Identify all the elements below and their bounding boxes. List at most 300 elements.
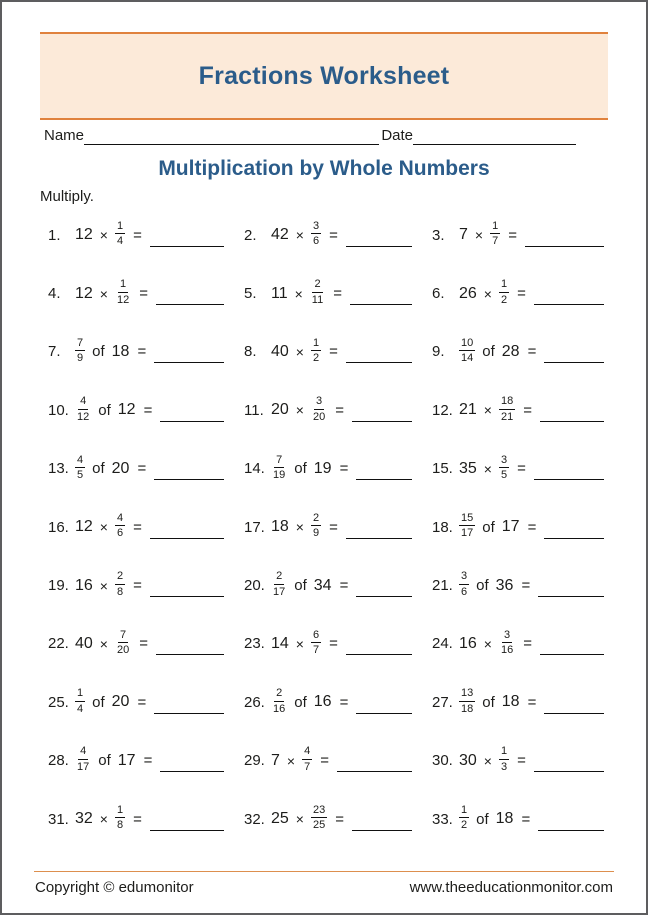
fraction — [499, 630, 515, 657]
fraction-numerator: 3 — [314, 396, 324, 410]
problem-expression — [456, 280, 526, 307]
problem-number: 22. — [48, 635, 69, 653]
fraction-denominator: 16 — [273, 702, 286, 715]
whole-number: 35 — [459, 459, 477, 477]
fraction — [115, 279, 131, 306]
fraction-denominator: 21 — [500, 410, 514, 423]
problem-item — [42, 556, 238, 614]
fraction-numerator: 7 — [274, 455, 284, 469]
fraction-numerator: 10 — [459, 338, 475, 352]
fraction-denominator: 8 — [116, 819, 124, 832]
of-operator: of — [482, 693, 495, 711]
problem-item — [42, 381, 238, 439]
problem-expression — [72, 572, 142, 599]
equals-sign: = — [137, 343, 147, 361]
answer-blank[interactable] — [150, 246, 224, 247]
of-operator: of — [98, 401, 111, 419]
answer-blank[interactable] — [154, 362, 224, 363]
of-operator: of — [482, 518, 495, 536]
equals-sign: = — [143, 401, 153, 419]
fraction-denominator: 12 — [77, 410, 90, 423]
problem-item — [42, 206, 238, 264]
answer-blank[interactable] — [352, 421, 412, 422]
equals-sign: = — [517, 460, 526, 478]
answer-blank[interactable] — [538, 830, 604, 831]
fraction — [311, 396, 327, 423]
equals-sign: = — [527, 693, 537, 711]
fraction-numerator: 2 — [274, 571, 284, 585]
fraction-numerator: 18 — [499, 396, 515, 410]
problem-number: 27. — [432, 693, 453, 711]
answer-blank[interactable] — [544, 713, 604, 714]
fraction-numerator: 1 — [115, 805, 125, 819]
equals-sign: = — [329, 635, 338, 653]
fraction-numerator: 23 — [311, 805, 327, 819]
answer-blank[interactable] — [156, 304, 224, 305]
times-operator: × — [286, 752, 296, 769]
equals-sign: = — [335, 401, 344, 419]
problem-number: 33. — [432, 810, 453, 828]
fraction — [311, 805, 327, 832]
whole-number: 28 — [501, 342, 520, 360]
problem-expression — [456, 336, 537, 366]
name-input-line[interactable] — [84, 127, 379, 145]
problem-expression — [268, 572, 348, 599]
fraction-denominator: 4 — [116, 235, 124, 248]
answer-blank[interactable] — [356, 479, 412, 480]
fraction — [499, 279, 509, 306]
footer-divider — [34, 871, 614, 872]
answer-blank[interactable] — [534, 304, 604, 305]
fraction-numerator: 1 — [459, 805, 469, 819]
fraction-denominator: 7 — [492, 235, 499, 248]
fraction — [75, 746, 91, 773]
whole-number: 20 — [271, 401, 289, 419]
fraction-denominator: 14 — [461, 352, 474, 365]
problem-number: 2. — [244, 226, 257, 244]
whole-number: 12 — [75, 226, 93, 244]
of-operator: of — [92, 343, 105, 361]
fraction-denominator: 3 — [500, 760, 508, 773]
problem-item — [426, 206, 618, 264]
fraction — [310, 279, 325, 306]
whole-number: 42 — [271, 226, 289, 244]
fraction-numerator: 3 — [502, 630, 512, 644]
fraction-denominator: 20 — [116, 644, 130, 657]
fraction-denominator: 12 — [116, 293, 130, 306]
equals-sign: = — [133, 226, 142, 244]
problem-item — [42, 498, 238, 556]
problem-number: 3. — [432, 226, 445, 244]
problem-number: 20. — [244, 577, 265, 595]
fraction — [115, 513, 125, 540]
whole-number: 16 — [459, 634, 477, 652]
fraction-numerator: 4 — [115, 513, 125, 527]
equals-sign: = — [339, 460, 349, 478]
problem-expression — [72, 397, 152, 424]
answer-blank[interactable] — [156, 654, 224, 655]
answer-blank[interactable] — [160, 771, 224, 772]
times-operator: × — [483, 285, 492, 302]
fraction — [75, 688, 85, 715]
problem-expression — [456, 511, 537, 541]
fraction-denominator: 4 — [77, 702, 84, 715]
fraction-denominator: 7 — [312, 644, 320, 657]
answer-blank[interactable] — [337, 771, 412, 772]
fraction — [271, 688, 287, 715]
fraction-numerator: 7 — [118, 630, 128, 644]
whole-number: 7 — [459, 226, 468, 244]
times-operator: × — [99, 577, 108, 594]
name-date-row — [44, 123, 576, 145]
fraction-denominator: 20 — [312, 410, 326, 423]
fraction-numerator: 4 — [78, 746, 88, 760]
problem-item — [238, 323, 426, 381]
instruction-label: Multiply. — [40, 188, 94, 205]
whole-number: 7 — [271, 751, 280, 769]
whole-number: 18 — [271, 518, 289, 536]
fraction — [115, 805, 125, 832]
problem-item — [426, 556, 618, 614]
date-label: Date — [381, 127, 413, 144]
problem-expression — [268, 689, 348, 716]
problem-expression — [72, 453, 147, 483]
times-operator: × — [99, 285, 108, 302]
equals-sign: = — [521, 810, 531, 828]
fraction — [302, 746, 312, 773]
problem-expression — [268, 628, 338, 658]
whole-number: 19 — [313, 459, 332, 477]
fraction-denominator: 6 — [461, 585, 468, 598]
fraction-denominator: 6 — [312, 235, 320, 248]
equals-sign: = — [137, 460, 147, 478]
problem-item — [426, 673, 618, 731]
whole-number: 36 — [495, 576, 514, 594]
equals-sign: = — [133, 518, 142, 536]
problem-item — [426, 498, 618, 556]
fraction-denominator: 7 — [304, 760, 311, 773]
problem-item — [238, 615, 426, 673]
fraction-numerator: 4 — [78, 396, 88, 410]
problem-item — [238, 440, 426, 498]
fraction-denominator: 18 — [461, 702, 474, 715]
fraction — [459, 338, 475, 365]
fraction — [115, 630, 131, 657]
answer-blank[interactable] — [346, 246, 412, 247]
fraction-denominator: 5 — [77, 469, 84, 481]
problem-item — [42, 673, 238, 731]
answer-blank[interactable] — [540, 654, 604, 655]
fraction-numerator: 6 — [311, 630, 321, 644]
times-operator: × — [295, 402, 304, 419]
fraction — [271, 571, 287, 598]
fraction-denominator: 25 — [312, 819, 326, 832]
whole-number: 20 — [111, 693, 130, 711]
problem-item — [426, 381, 618, 439]
answer-blank[interactable] — [544, 538, 604, 539]
whole-number: 26 — [459, 284, 477, 302]
whole-number: 12 — [75, 284, 93, 302]
times-operator: × — [295, 811, 304, 828]
equals-sign: = — [137, 693, 147, 711]
answer-blank[interactable] — [540, 421, 604, 422]
fraction-numerator: 2 — [274, 688, 284, 702]
problem-item — [238, 264, 426, 322]
of-operator: of — [294, 693, 307, 711]
fraction-numerator: 1 — [499, 279, 509, 293]
whole-number: 18 — [495, 810, 514, 828]
whole-number: 40 — [75, 634, 93, 652]
problem-number: 8. — [244, 343, 257, 361]
fraction-numerator: 13 — [459, 688, 475, 702]
answer-blank[interactable] — [534, 479, 604, 480]
times-operator: × — [483, 752, 492, 769]
problem-number: 28. — [48, 752, 69, 770]
problem-expression — [268, 453, 349, 483]
problem-item — [42, 323, 238, 381]
answer-blank[interactable] — [154, 479, 224, 480]
problem-expression — [456, 628, 532, 658]
times-operator: × — [295, 635, 304, 652]
fraction-numerator: 4 — [75, 455, 85, 469]
problem-expression — [268, 219, 338, 249]
equals-sign: = — [329, 518, 338, 536]
answer-blank[interactable] — [525, 246, 604, 247]
problem-expression — [268, 336, 338, 366]
of-operator: of — [476, 577, 489, 595]
problem-number: 9. — [432, 343, 445, 361]
problem-number: 1. — [48, 226, 61, 244]
problem-number: 4. — [48, 285, 61, 303]
problem-number: 11. — [244, 401, 264, 419]
answer-blank[interactable] — [352, 830, 412, 831]
fraction-numerator: 2 — [115, 571, 125, 585]
problem-number: 12. — [432, 401, 453, 419]
problem-expression — [268, 747, 329, 774]
fraction-numerator: 1 — [311, 338, 321, 352]
times-operator: × — [295, 227, 304, 244]
equals-sign: = — [329, 226, 338, 244]
fraction-numerator: 1 — [75, 688, 85, 702]
of-operator: of — [294, 460, 307, 478]
fraction-denominator: 17 — [461, 527, 474, 540]
fraction-denominator: 9 — [312, 527, 320, 540]
problem-number: 24. — [432, 635, 453, 653]
equals-sign: = — [133, 810, 142, 828]
answer-blank[interactable] — [534, 771, 604, 772]
fraction-denominator: 2 — [461, 819, 468, 832]
fraction-numerator: 1 — [490, 221, 500, 235]
date-input-line[interactable] — [413, 127, 576, 145]
problem-expression — [72, 511, 142, 541]
answer-blank[interactable] — [150, 830, 224, 831]
fraction-denominator: 19 — [273, 469, 286, 481]
equals-sign: = — [508, 226, 517, 244]
problem-expression — [456, 572, 530, 599]
whole-number: 25 — [271, 810, 289, 828]
equals-sign: = — [339, 693, 349, 711]
fraction — [271, 455, 287, 482]
problem-number: 7. — [48, 343, 61, 361]
problem-number: 17. — [244, 518, 265, 536]
equals-sign: = — [333, 285, 342, 303]
equals-sign: = — [139, 635, 148, 653]
answer-blank[interactable] — [544, 362, 604, 363]
fraction-denominator: 16 — [500, 644, 514, 657]
problems-grid — [42, 206, 618, 848]
answer-blank[interactable] — [350, 304, 412, 305]
fraction-numerator: 1 — [499, 746, 509, 760]
equals-sign: = — [523, 635, 532, 653]
of-operator: of — [98, 752, 111, 770]
fraction-denominator: 9 — [77, 352, 84, 365]
whole-number: 14 — [271, 634, 289, 652]
answer-blank[interactable] — [356, 596, 412, 597]
times-operator: × — [295, 519, 304, 536]
fraction — [75, 455, 85, 482]
times-operator: × — [99, 635, 108, 652]
answer-blank[interactable] — [154, 713, 224, 714]
fraction-numerator: 2 — [311, 513, 321, 527]
equals-sign: = — [335, 810, 344, 828]
of-operator: of — [92, 460, 105, 478]
answer-blank[interactable] — [150, 538, 224, 539]
problem-item — [426, 440, 618, 498]
equals-sign: = — [523, 401, 532, 419]
whole-number: 18 — [111, 342, 130, 360]
fraction — [499, 396, 515, 423]
problem-expression — [268, 280, 342, 307]
fraction-denominator: 17 — [273, 585, 286, 598]
whole-number: 18 — [501, 693, 520, 711]
footer — [35, 879, 613, 896]
fraction-numerator: 3 — [311, 221, 321, 235]
problem-expression — [268, 803, 344, 833]
whole-number: 12 — [117, 401, 136, 419]
whole-number: 21 — [459, 401, 477, 419]
section-title: Multiplication by Whole Numbers — [158, 157, 490, 180]
whole-number: 16 — [75, 576, 93, 594]
of-operator: of — [482, 343, 495, 361]
problem-number: 23. — [244, 635, 265, 653]
fraction-denominator: 11 — [311, 293, 324, 306]
answer-blank[interactable] — [538, 596, 604, 597]
problem-expression — [72, 747, 152, 774]
equals-sign: = — [329, 343, 338, 361]
fraction-denominator: 5 — [500, 469, 508, 481]
fraction-numerator: 3 — [459, 571, 469, 585]
fraction — [311, 513, 321, 540]
problem-expression — [268, 511, 338, 541]
problem-item — [238, 498, 426, 556]
problem-item — [42, 790, 238, 848]
problem-expression — [72, 336, 147, 366]
problem-item — [426, 732, 618, 790]
problem-item — [42, 440, 238, 498]
equals-sign: = — [527, 343, 537, 361]
problem-expression — [456, 219, 517, 249]
whole-number: 30 — [459, 751, 477, 769]
problem-number: 19. — [48, 577, 69, 595]
name-label: Name — [44, 127, 85, 144]
problem-expression — [72, 689, 146, 716]
fraction — [490, 221, 500, 248]
whole-number: 40 — [271, 342, 289, 360]
times-operator: × — [99, 519, 108, 536]
fraction-numerator: 1 — [118, 279, 128, 293]
answer-blank[interactable] — [150, 596, 224, 597]
answer-blank[interactable] — [346, 362, 412, 363]
problem-number: 6. — [432, 285, 445, 303]
problem-item — [42, 615, 238, 673]
problem-item — [238, 206, 426, 264]
fraction-numerator: 4 — [302, 746, 312, 760]
problem-number: 14. — [244, 460, 265, 478]
problem-number: 13. — [48, 460, 69, 478]
whole-number: 17 — [501, 518, 520, 536]
times-operator: × — [483, 635, 492, 652]
equals-sign: = — [517, 752, 526, 770]
times-operator: × — [99, 227, 108, 244]
problem-expression — [268, 397, 344, 424]
whole-number: 12 — [75, 518, 93, 536]
problem-expression — [456, 397, 532, 424]
fraction — [459, 805, 469, 832]
answer-blank[interactable] — [346, 538, 412, 539]
equals-sign: = — [339, 577, 349, 595]
problem-number: 16. — [48, 518, 69, 536]
problem-item — [238, 673, 426, 731]
problem-item — [42, 264, 238, 322]
whole-number: 17 — [117, 751, 136, 769]
equals-sign: = — [320, 752, 329, 770]
problem-number: 21. — [432, 577, 453, 595]
answer-blank[interactable] — [346, 654, 412, 655]
times-operator: × — [99, 811, 108, 828]
problem-item — [426, 323, 618, 381]
whole-number: 32 — [75, 810, 93, 828]
problem-number: 5. — [244, 285, 257, 303]
problem-item — [426, 615, 618, 673]
fraction-denominator: 2 — [500, 293, 508, 306]
problem-number: 18. — [432, 518, 453, 536]
fraction-denominator: 17 — [77, 760, 90, 773]
times-operator: × — [295, 343, 304, 360]
fraction — [311, 338, 321, 365]
equals-sign: = — [527, 518, 537, 536]
whole-number: 11 — [271, 284, 288, 302]
problem-expression — [456, 689, 536, 716]
fraction-numerator: 3 — [499, 455, 509, 469]
of-operator: of — [92, 693, 105, 711]
fraction — [75, 338, 85, 365]
answer-blank[interactable] — [160, 421, 224, 422]
problem-expression — [72, 803, 142, 833]
problem-number: 29. — [244, 752, 265, 770]
problem-expression — [72, 280, 148, 307]
whole-number: 34 — [313, 576, 332, 594]
problem-number: 31. — [48, 810, 69, 828]
fraction — [75, 396, 91, 423]
fraction-numerator: 1 — [115, 221, 125, 235]
problem-number: 32. — [244, 810, 265, 828]
header-band — [40, 32, 608, 120]
website-url[interactable]: www.theeducationmonitor.com — [409, 879, 613, 896]
problem-number: 26. — [244, 693, 265, 711]
answer-blank[interactable] — [356, 713, 412, 714]
problem-item — [426, 264, 618, 322]
problem-item — [42, 732, 238, 790]
